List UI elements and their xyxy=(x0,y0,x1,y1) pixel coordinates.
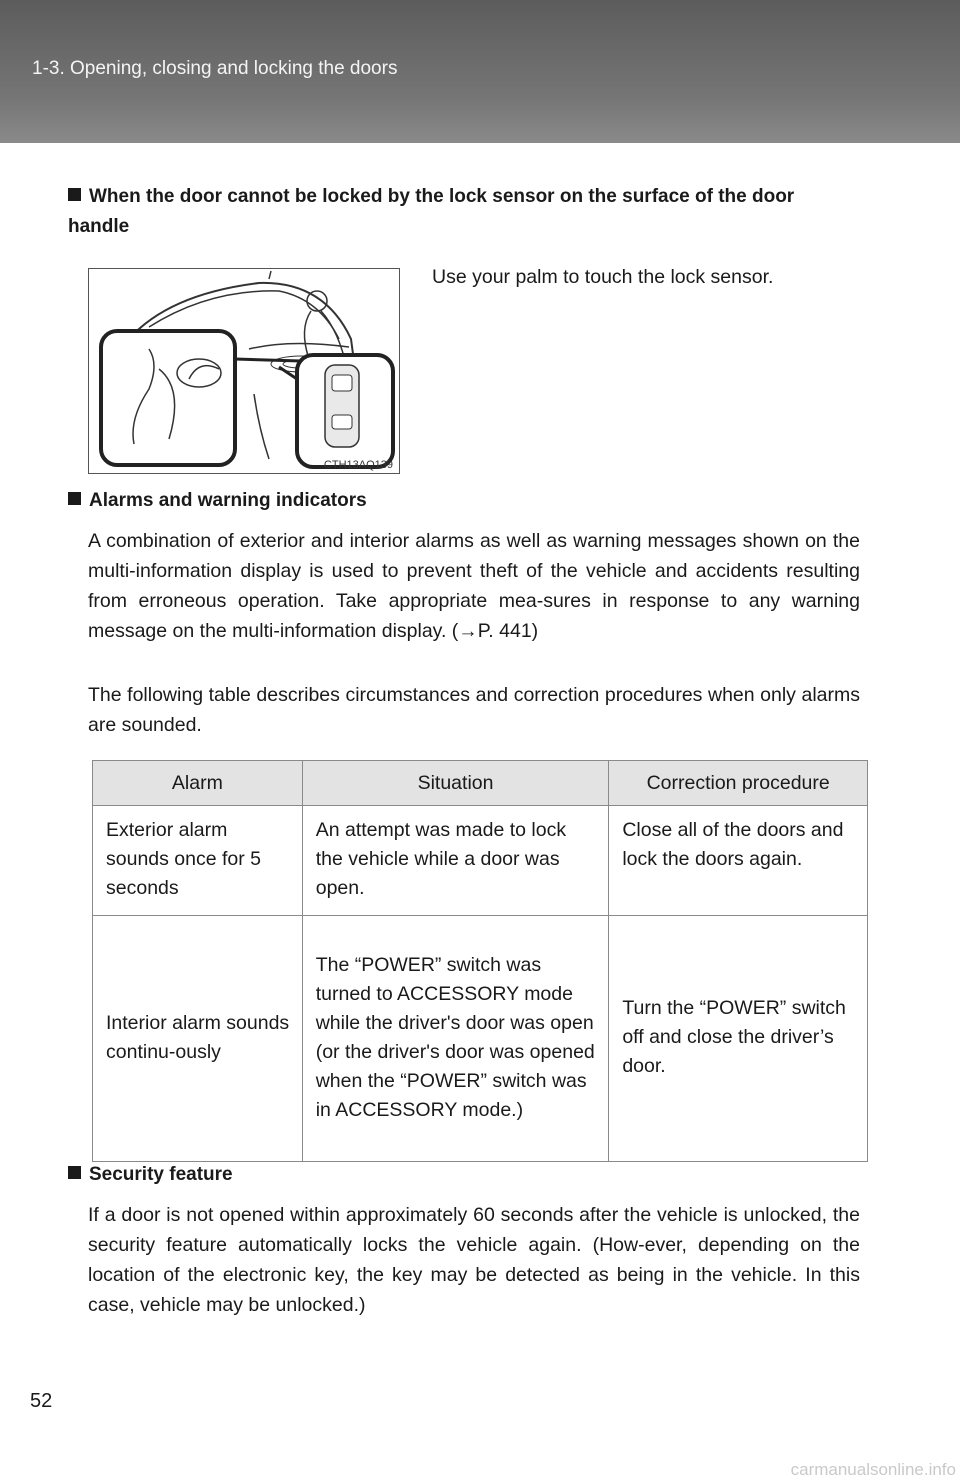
page-header xyxy=(0,0,960,143)
column-header-situation: Situation xyxy=(302,761,609,806)
table-row xyxy=(93,806,868,916)
section-heading-alarms: Alarms and warning indicators xyxy=(68,486,367,516)
car-door-handle-icon xyxy=(89,269,399,473)
table-cell: Interior alarm sounds continu-ously xyxy=(93,916,303,1162)
header-title: 1-3. Opening, closing and locking the doors xyxy=(32,58,398,79)
table-cell: An attempt was made to lock the vehicle while a door was open. xyxy=(302,806,609,916)
alarm-table xyxy=(92,760,868,1162)
column-header-correction: Correction procedure xyxy=(609,761,868,806)
page-number: 52 xyxy=(30,1390,53,1412)
alarms-paragraph: A combination of exterior and interior alarms as well as warning messages shown on the multi-information display is used to prevent theft of the vehicle and accidents resulting from erroneous operation. Take appropriate mea-sures in response to any warning message on the multi-information display. (→P. 441) xyxy=(88,530,860,642)
security-paragraph: If a door is not opened within approximately 60 seconds after the vehicle is unlocked, the security feature automatically locks the vehicle again. (How-ever, depending on the location of the electronic key, the key may be detected as being in the vehicle. In this case, vehicle may be unlocked.) xyxy=(88,1204,860,1316)
bullet-square-icon xyxy=(68,1166,81,1179)
figure-caption: Use your palm to touch the lock sensor. xyxy=(432,266,774,288)
lock-sensor-illustration xyxy=(88,268,400,474)
figure-code: CTH13AQ139 xyxy=(323,459,393,471)
bullet-square-icon xyxy=(68,492,81,505)
watermark: carmanualsonline.info xyxy=(790,1460,956,1479)
table-cell: Close all of the doors and lock the doors again. xyxy=(609,806,868,916)
table-header-row xyxy=(93,761,868,806)
table-cell: Exterior alarm sounds once for 5 seconds xyxy=(93,806,303,916)
section-heading-security: Security feature xyxy=(68,1160,233,1190)
section-heading-lock-sensor: When the door cannot be locked by the lock sensor on the surface of the door handle xyxy=(68,186,795,237)
table-row xyxy=(93,916,868,1162)
bullet-square-icon xyxy=(68,188,81,201)
table-cell: The “POWER” switch was turned to ACCESSORY mode while the driver's door was open (or the driver's door was opened when the “POWER” switch was in ACCESSORY mode.) xyxy=(302,916,609,1162)
table-cell: Turn the “POWER” switch off and close the driver’s door. xyxy=(609,916,868,1162)
column-header-alarm: Alarm xyxy=(93,761,303,806)
table-intro-paragraph: The following table describes circumstances and correction procedures when only alarms are sounded. xyxy=(88,684,860,736)
